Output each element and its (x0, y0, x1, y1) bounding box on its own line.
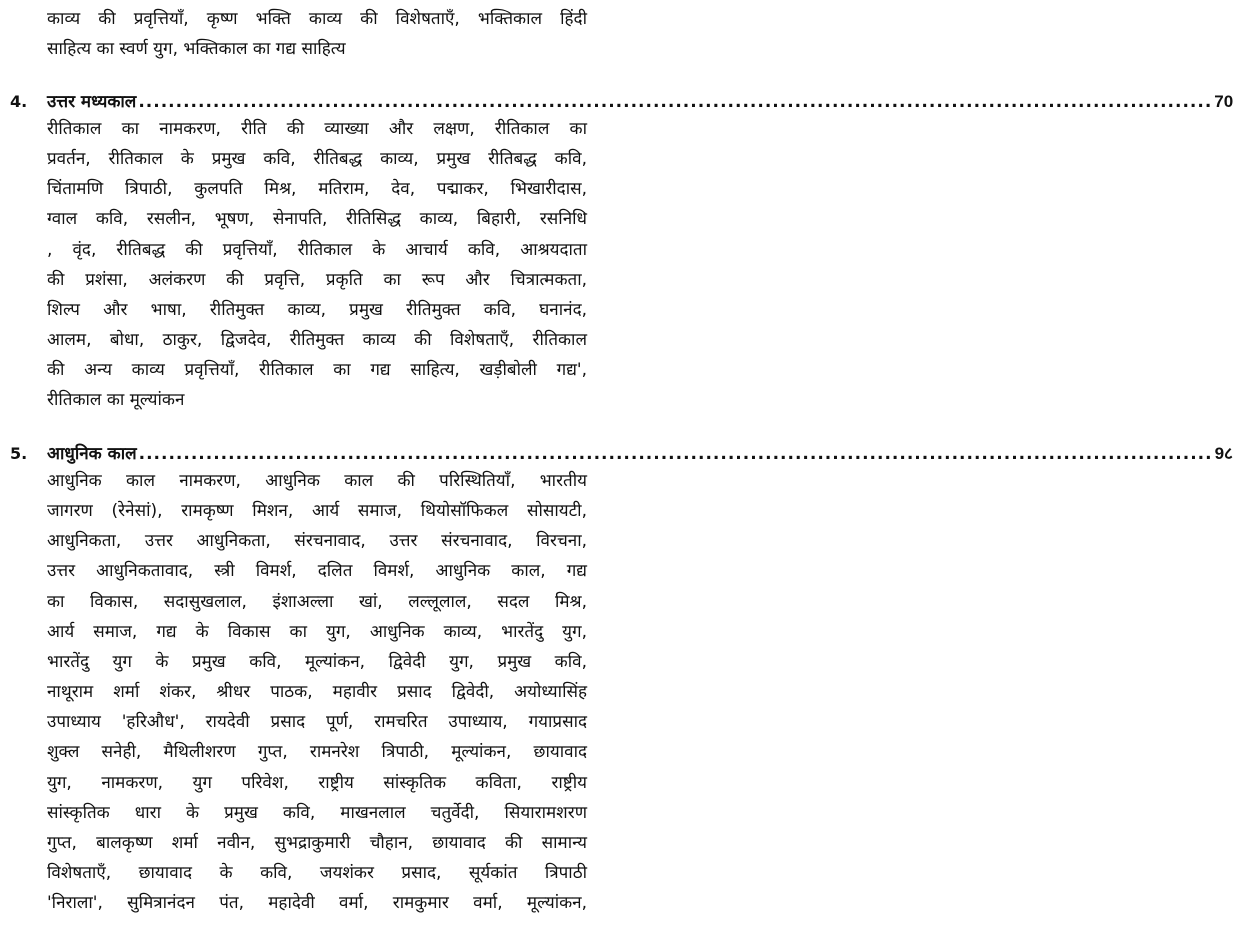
section-title: आधुनिक काल (47, 444, 137, 464)
section-line: नाथूराम शर्मा शंकर, श्रीधर पाठक, महावीर प्रसाद द्विवेदी, अयोध्यासिंह (47, 682, 587, 702)
section-title: उत्तर मध्यकाल (47, 92, 137, 112)
section-line: गुप्त, बालकृष्ण शर्मा नवीन, सुभद्राकुमारी चौहान, छायावाद की सामान्य (47, 833, 587, 853)
section-line: रीतिकाल का मूल्यांकन (47, 390, 185, 410)
section-line: प्रवर्तन, रीतिकाल के प्रमुख कवि, रीतिबद्ध काव्य, प्रमुख रीतिबद्ध कवि, (47, 149, 587, 169)
section-line: रीतिकाल का नामकरण, रीति की व्याख्या और लक्षण, रीतिकाल का (47, 119, 587, 139)
section-heading[interactable] (47, 88, 1233, 116)
leader-dots: ................................................................................................................................................ (138, 444, 1213, 464)
leader-dots: ................................................................................................................................................ (138, 92, 1213, 112)
section-line: 'निराला', सुमित्रानंदन पंत, महादेवी वर्मा, रामकुमार वर्मा, मूल्यांकन, (47, 893, 587, 913)
section-line: शुक्ल सनेही, मैथिलीशरण गुप्त, रामनरेश त्रिपाठी, मूल्यांकन, छायावाद (47, 742, 587, 762)
section-line: , वृंद, रीतिबद्ध की प्रवृत्तियाँ, रीतिकाल के आचार्य कवि, आश्रयदाता (47, 240, 587, 260)
section-number: 5. (10, 444, 28, 463)
section-number: 4. (10, 92, 28, 111)
section-line: की प्रशंसा, अलंकरण की प्रवृत्ति, प्रकृति का रूप और चित्रात्मकता, (47, 270, 587, 290)
section-line: आर्य समाज, गद्य के विकास का युग, आधुनिक काव्य, भारतेंदु युग, (47, 622, 587, 642)
section-line: विशेषताएँ, छायावाद के कवि, जयशंकर प्रसाद, सूर्यकांत त्रिपाठी (47, 863, 587, 883)
section-line: चिंतामणि त्रिपाठी, कुलपति मिश्र, मतिराम, देव, पद्माकर, भिखारीदास, (47, 179, 587, 199)
intro-line: काव्य की प्रवृत्तियाँ, कृष्ण भक्ति काव्य की विशेषताएँ, भक्तिकाल हिंदी (47, 9, 587, 29)
intro-line: साहित्य का स्वर्ण युग, भक्तिकाल का गद्य साहित्य (47, 39, 346, 59)
section-line: की अन्य काव्य प्रवृत्तियाँ, रीतिकाल का गद्य साहित्य, खड़ीबोली गद्य', (47, 360, 587, 380)
section-line: आधुनिकता, उत्तर आधुनिकता, संरचनावाद, उत्तर संरचनावाद, विरचना, (47, 531, 587, 551)
section-page-number: 9८ (1214, 444, 1233, 463)
section-line: जागरण (रेनेसां), रामकृष्ण मिशन, आर्य समाज, थियोसॉफिकल सोसायटी, (47, 501, 587, 521)
section-line: सांस्कृतिक धारा के प्रमुख कवि, माखनलाल चतुर्वेदी, सियारामशरण (47, 803, 587, 823)
section-line: युग, नामकरण, युग परिवेश, राष्ट्रीय सांस्कृतिक कविता, राष्ट्रीय (47, 773, 587, 793)
section-heading[interactable] (47, 440, 1233, 468)
section-line: भारतेंदु युग के प्रमुख कवि, मूल्यांकन, द्विवेदी युग, प्रमुख कवि, (47, 652, 587, 672)
section-line: शिल्प और भाषा, रीतिमुक्त काव्य, प्रमुख रीतिमुक्त कवि, घनानंद, (47, 300, 587, 320)
section-line: ग्वाल कवि, रसलीन, भूषण, सेनापति, रीतिसिद्ध काव्य, बिहारी, रसनिधि (47, 209, 587, 229)
section-page-number: 70 (1214, 92, 1233, 111)
section-line: आलम, बोधा, ठाकुर, द्विजदेव, रीतिमुक्त काव्य की विशेषताएँ, रीतिकाल (47, 330, 587, 350)
section-line: उत्तर आधुनिकतावाद, स्त्री विमर्श, दलित विमर्श, आधुनिक काल, गद्य (47, 561, 587, 581)
section-line: आधुनिक काल नामकरण, आधुनिक काल की परिस्थितियाँ, भारतीय (47, 471, 587, 491)
section-line: उपाध्याय 'हरिऔध', रायदेवी प्रसाद पूर्ण, रामचरित उपाध्याय, गयाप्रसाद (47, 712, 587, 732)
section-line: का विकास, सदासुखलाल, इंशाअल्ला खां, लल्लूलाल, सदल मिश्र, (47, 592, 587, 612)
